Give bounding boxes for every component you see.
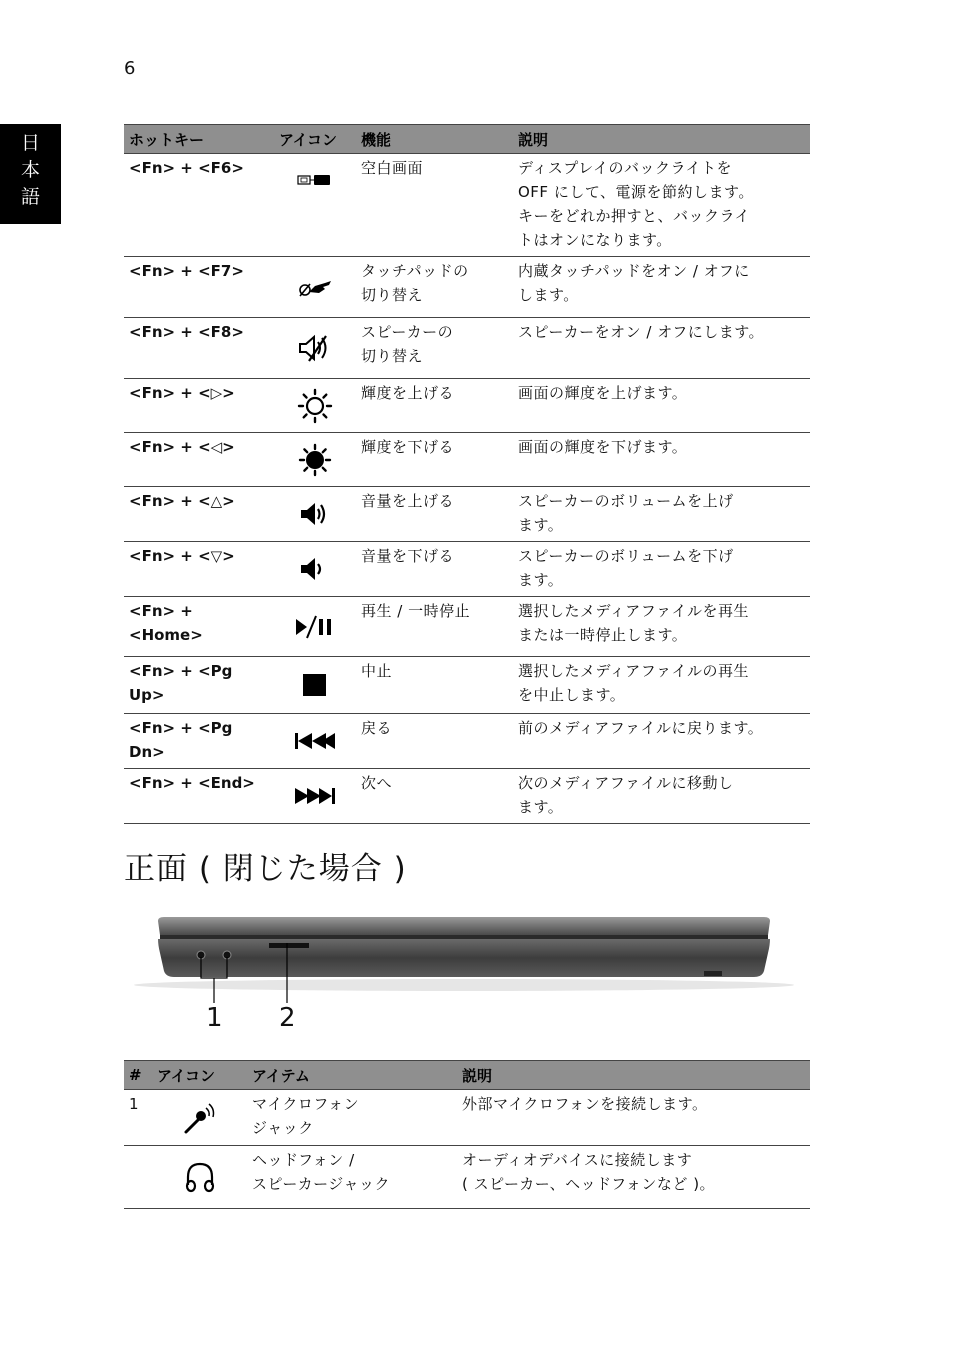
- function-description: 次のメディアファイルに移動し ます。: [513, 769, 810, 824]
- header-hotkey: ホットキー: [124, 125, 274, 154]
- language-tab-char: 語: [20, 186, 40, 208]
- callout-2: 2: [279, 1003, 296, 1033]
- hotkey: <Fn> + <Home>: [124, 597, 274, 657]
- hotkey: <Fn> + <F8>: [124, 318, 274, 379]
- microphone-icon: [152, 1090, 247, 1146]
- volume-up-icon: [274, 487, 356, 542]
- function-description: 選択したメディアファイルを再生 または一時停止します。: [513, 597, 810, 657]
- hotkey: <Fn> + <◁>: [124, 433, 274, 487]
- function-name: 輝度を上げる: [356, 379, 513, 433]
- table-row: [124, 487, 810, 542]
- speaker-mute-icon: [274, 318, 356, 379]
- function-name: 空白画面: [356, 154, 513, 257]
- item-description: 外部マイクロフォンを接続します。: [457, 1090, 810, 1146]
- header-function: 機能: [356, 125, 513, 154]
- hotkey-table: [124, 124, 810, 824]
- page-number: 6: [124, 58, 136, 79]
- function-description: スピーカーのボリュームを上げ ます。: [513, 487, 810, 542]
- hotkey: <Fn> + <F7>: [124, 257, 274, 318]
- item-number: 1: [124, 1090, 152, 1146]
- header-icon: アイコン: [274, 125, 356, 154]
- hotkey: <Fn> + <Pg Up>: [124, 657, 274, 714]
- function-description: 画面の輝度を上げます。: [513, 379, 810, 433]
- laptop-front-illustration: [124, 905, 810, 1035]
- display-off-icon: [274, 154, 356, 257]
- table-row: [124, 714, 810, 769]
- header-icon: アイコン: [152, 1061, 247, 1090]
- headphones-icon: [152, 1146, 247, 1209]
- table-row: [124, 318, 810, 379]
- function-description: 選択したメディアファイルの再生 を中止します。: [513, 657, 810, 714]
- header-number: #: [124, 1061, 152, 1090]
- brightness-down-icon: [274, 433, 356, 487]
- table-row: [124, 379, 810, 433]
- hotkey: <Fn> + <Pg Dn>: [124, 714, 274, 769]
- table-row: [124, 1146, 810, 1209]
- header-description: 説明: [457, 1061, 810, 1090]
- table-row: [124, 542, 810, 597]
- hotkey: <Fn> + <▽>: [124, 542, 274, 597]
- function-name: タッチパッドの 切り替え: [356, 257, 513, 318]
- hotkey: <Fn> + <▷>: [124, 379, 274, 433]
- hotkey-table-header: [124, 125, 810, 154]
- header-description: 説明: [513, 125, 810, 154]
- table-row: [124, 769, 810, 824]
- parts-table-header: [124, 1061, 810, 1090]
- item-name: マイクロフォン ジャック: [247, 1090, 457, 1146]
- function-description: ディスプレイのバックライトを OFF にして、電源を節約します。 キーをどれか押すと、バックライ トはオンになります。: [513, 154, 810, 257]
- function-name: 次へ: [356, 769, 513, 824]
- hotkey: <Fn> + <End>: [124, 769, 274, 824]
- brightness-up-icon: [274, 379, 356, 433]
- header-item: アイテム: [247, 1061, 457, 1090]
- function-name: 戻る: [356, 714, 513, 769]
- function-description: スピーカーのボリュームを下げ ます。: [513, 542, 810, 597]
- language-tab-char: 本: [20, 159, 40, 181]
- function-name: 中止: [356, 657, 513, 714]
- function-description: 画面の輝度を下げます。: [513, 433, 810, 487]
- hotkey: <Fn> + <△>: [124, 487, 274, 542]
- item-number: [124, 1146, 152, 1209]
- callout-1: 1: [206, 1003, 223, 1033]
- table-row: [124, 1090, 810, 1146]
- table-row: [124, 154, 810, 257]
- previous-track-icon: [274, 714, 356, 769]
- section-title: 正面 ( 閉じた場合 ): [124, 851, 407, 887]
- function-description: スピーカーをオン / オフにします。: [513, 318, 810, 379]
- stop-icon: [274, 657, 356, 714]
- language-tab: [0, 124, 61, 224]
- item-name: ヘッドフォン / スピーカージャック: [247, 1146, 457, 1209]
- laptop-front-figure: [124, 905, 810, 1035]
- function-description: 内蔵タッチパッドをオン / オフに します。: [513, 257, 810, 318]
- table-row: [124, 433, 810, 487]
- function-name: 再生 / 一時停止: [356, 597, 513, 657]
- function-name: 音量を上げる: [356, 487, 513, 542]
- parts-table: [124, 1060, 810, 1209]
- volume-down-icon: [274, 542, 356, 597]
- language-tab-char: 日: [20, 132, 40, 154]
- function-name: 音量を下げる: [356, 542, 513, 597]
- play-pause-icon: [274, 597, 356, 657]
- function-name: スピーカーの 切り替え: [356, 318, 513, 379]
- touchpad-toggle-icon: [274, 257, 356, 318]
- function-description: 前のメディアファイルに戻ります。: [513, 714, 810, 769]
- next-track-icon: [274, 769, 356, 824]
- table-row: [124, 257, 810, 318]
- table-row: [124, 597, 810, 657]
- function-name: 輝度を下げる: [356, 433, 513, 487]
- hotkey: <Fn> + <F6>: [124, 154, 274, 257]
- table-row: [124, 657, 810, 714]
- item-description: オーディオデバイスに接続します ( スピーカー、ヘッドフォンなど )。: [457, 1146, 810, 1209]
